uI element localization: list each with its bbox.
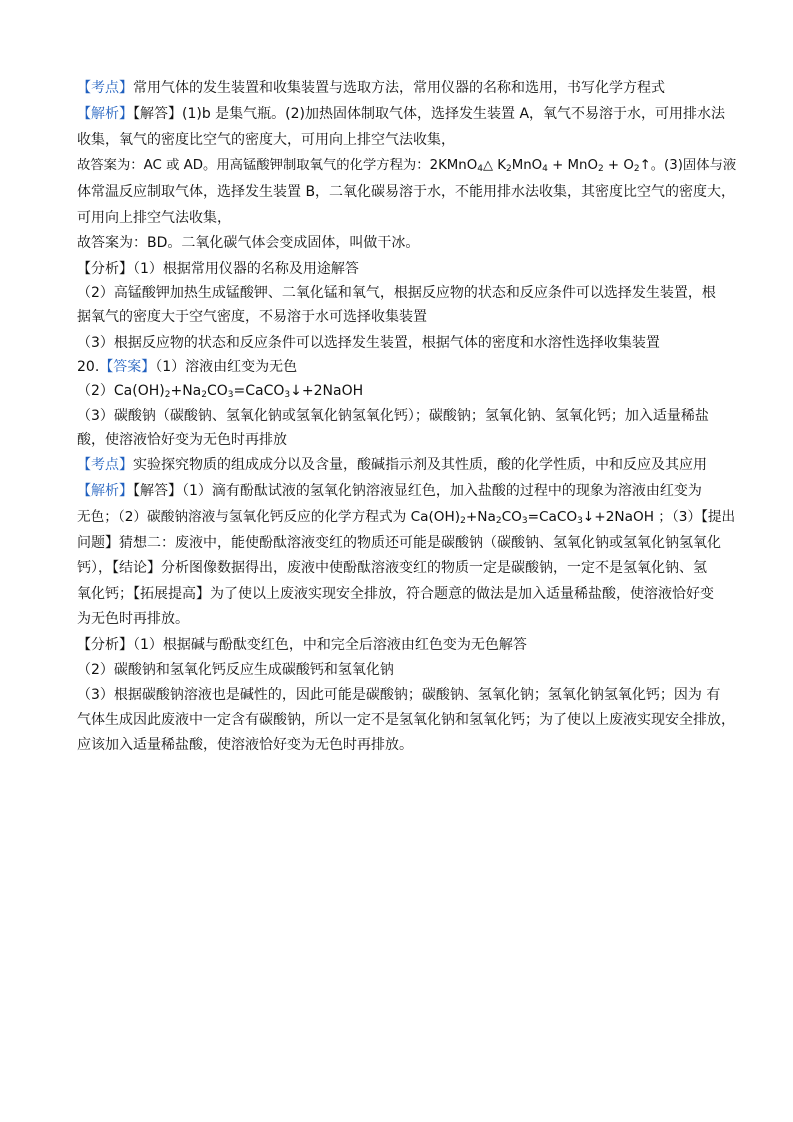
- q20-daan-line-2: [77, 381, 363, 401]
- daan-text: （1）溶液由红变为无色: [155, 359, 298, 375]
- q20-fenxi-line-4: 气体生成因此废液中一定含有碳酸钠，所以一定不是氢氧化钠和氢氧化钙；为了使以上废液实现安全排放，: [77, 712, 735, 728]
- kaodian-text: 实验探究物质的组成成分以及含量，酸碱指示剂及其性质，酸的化学性质，中和反应及其应用: [133, 457, 707, 473]
- q20-fenxi-line-5: 应该加入适量稀盐酸，使溶液恰好变为无色时再排放。: [77, 737, 413, 753]
- text-segment: ↓+2NaOH: [290, 383, 364, 399]
- subscript: 4: [542, 164, 548, 174]
- subscript: 3: [521, 516, 528, 526]
- q20-jiexi-line-3: 问题】猜想二：废液中，能使酚酞溶液变红的物质还可能是碳酸钠（碳酸钠、氢氧化钠或氢氧化钠氢氧化: [77, 535, 721, 551]
- q20-fenxi-line-1: 【分析】（1）根据碱与酚酞变红色，中和完全后溶液由红色变为无色解答: [77, 637, 527, 653]
- daan-tag: 【答案】: [99, 359, 156, 375]
- subscript: 2: [201, 390, 207, 400]
- subscript: 3: [577, 516, 583, 526]
- text-segment: +Na: [465, 509, 496, 525]
- text-segment: + MnO: [547, 158, 598, 173]
- text-segment: K: [492, 158, 506, 173]
- text-segment: 无色；（2）碳酸钠溶液与氢氧化钙反应的化学方程式为 Ca(OH): [77, 509, 461, 525]
- q19-kaodian-line: [77, 78, 665, 98]
- subscript: 2: [164, 390, 171, 400]
- text-segment: 故答案为：AC 或 AD。用高锰酸钾制取氧气的化学方程为：2KMnO: [77, 158, 478, 173]
- text-segment: MnO: [511, 158, 543, 173]
- subscript: 2: [505, 164, 512, 174]
- q20-fenxi-line-3: （3）根据碳酸钠溶液也是碱性的，因此可能是碳酸钠；碳酸钠、氢氧化钠；氢氧化钠氢氧化钙；因为 有: [77, 687, 721, 703]
- q20-jiexi-line-2: [77, 507, 735, 527]
- q20-daan-line-1: [77, 357, 297, 377]
- subscript: 4: [477, 164, 483, 174]
- text-segment: +Na: [170, 383, 202, 399]
- q20-jiexi-line-4: 钙），【结论】分析图像数据得出，废液中使酚酞溶液变红的物质一定是碳酸钠，一定不是氢氧化钠、氢: [77, 560, 707, 576]
- q19-fenxi-line-1: 【分析】（1）根据常用仪器的名称及用途解答: [77, 261, 359, 277]
- subscript: 2: [460, 516, 466, 526]
- q20-daan-line-3: （3）碳酸钠（碳酸钠、氢氧化钠或氢氧化钠氢氧化钙）；碳酸钠；氢氧化钠、氢氧化钙；加入适量稀盐: [77, 408, 709, 424]
- q19-jiexi-line-1: [77, 104, 725, 124]
- q20-jiexi-line-5: 氧化钙；【拓展提高】为了使以上废液实现安全排放，符合题意的做法是加入适量稀盐酸，使溶液恰好变: [77, 586, 714, 602]
- kaodian-text: 常用气体的发生装置和收集装置与选取方法，常用仪器的名称和选用，书写化学方程式: [133, 80, 665, 96]
- text-segment: ↓+2NaOH ；（3）【提出: [582, 509, 736, 525]
- q19-fenxi-line-4: （3）根据反应物的状态和反应条件可以选择发生装置，根据气体的密度和水溶性选择收集装置: [77, 335, 660, 351]
- q19-fenxi-line-2: （2）高锰酸钾加热生成锰酸钾、二氧化锰和氧气，根据反应物的状态和反应条件可以选择发生装置，根: [77, 285, 716, 301]
- text-segment: （2）Ca(OH): [77, 383, 165, 399]
- q19-fenxi-line-3: 据氧气的密度大于空气密度，不易溶于水可选择收集装置: [77, 309, 427, 325]
- q20-kaodian-line: [77, 455, 707, 475]
- kaodian-tag: 【考点】: [77, 80, 133, 96]
- q20-jiexi-line-1: [77, 481, 702, 501]
- jiexi-text: 【解答】(1)b 是集气瓶。(2)加热固体制取气体，选择发生装置 A，氧气不易溶于水，可用排水法: [133, 106, 726, 122]
- text-segment: + O: [603, 158, 634, 173]
- jiexi-text: 【解答】（1）滴有酚酞试液的氢氧化钠溶液显红色，加入盐酸的过程中的现象为溶液由红变为: [133, 483, 702, 499]
- heating-triangle-symbol: △: [482, 158, 493, 173]
- q20-fenxi-line-2: （2）碳酸钠和氢氧化钙反应生成碳酸钙和氢氧化钠: [77, 662, 394, 678]
- q19-jiexi-line-6: 故答案为：BD。二氧化碳气体会变成固体，叫做干冰。: [77, 235, 420, 251]
- subscript: 2: [495, 516, 502, 526]
- q20-daan-line-4: 酸，使溶液恰好变为无色时再排放: [77, 432, 287, 448]
- text-segment: CO: [207, 383, 228, 399]
- text-segment: ↑。(3)固体与液: [639, 158, 737, 173]
- subscript: 3: [284, 390, 291, 400]
- q19-jiexi-line-5: 可用向上排空气法收集，: [77, 210, 231, 226]
- q19-jiexi-line-3: [77, 156, 736, 176]
- q20-jiexi-line-6: 为无色时再排放。: [77, 611, 189, 627]
- subscript: 2: [633, 164, 640, 174]
- subscript: 3: [227, 390, 234, 400]
- text-segment: =CaCO: [233, 383, 285, 399]
- q19-jiexi-line-2: 收集，氧气的密度比空气的密度大，可用向上排空气法收集，: [77, 132, 455, 148]
- text-segment: =CaCO: [527, 509, 578, 525]
- subscript: 2: [597, 164, 604, 174]
- jiexi-tag: 【解析】: [77, 106, 133, 122]
- q19-jiexi-line-4: 体常温反应制取气体，选择发生装置 B，二氧化碳易溶于水，不能用排水法收集，其密度比空气的密度大，: [77, 184, 736, 200]
- question-number: 20.: [77, 359, 100, 375]
- jiexi-tag: 【解析】: [77, 483, 133, 499]
- text-segment: CO: [501, 509, 522, 525]
- kaodian-tag: 【考点】: [77, 457, 133, 473]
